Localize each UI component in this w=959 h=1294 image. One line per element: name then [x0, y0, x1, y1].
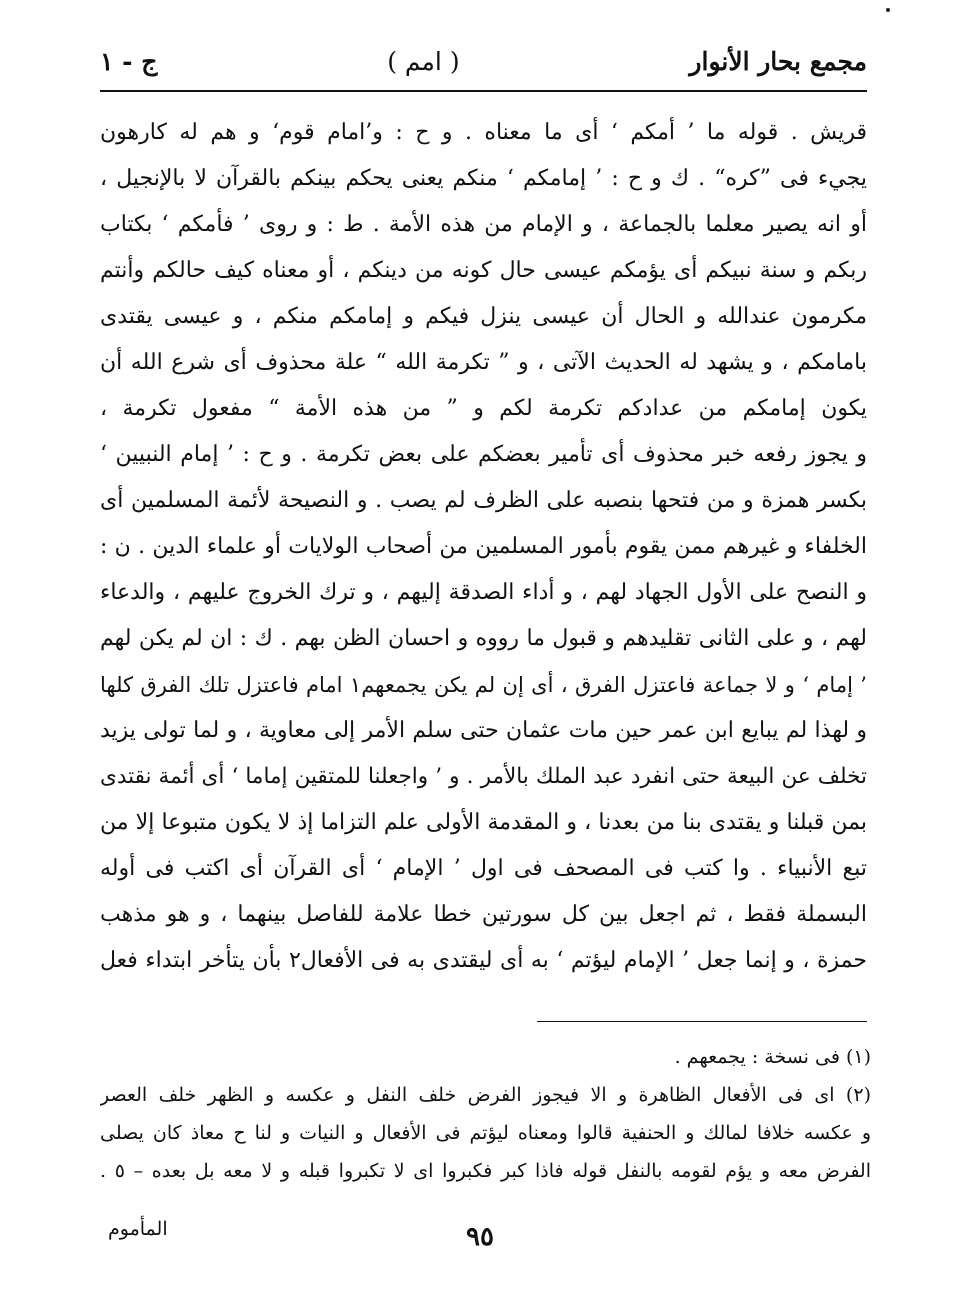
- main-text: [100, 110, 867, 984]
- page-number: ٩٥: [466, 1222, 494, 1252]
- text-line: حمزة ، و إنما جعل ’ الإمام ليؤتم ‘ به أى ليقتدى به فى الأفعال٢ بأن يتأخر ابتداء فعل: [100, 948, 867, 973]
- text-line: يكون إمامكم من عدادكم تكرمة لكم و ” من هذه الأمة “ مفعول تكرمة ،: [100, 396, 867, 421]
- text-line: ’ إمام ‘ و لا جماعة فاعتزل الفرق ، أى إن لم يكن يجمعهم١ امام فاعتزل تلك الفرق كلها: [100, 673, 867, 697]
- book-title: مجمع بحار الأنوار: [689, 46, 867, 76]
- header-rule: [100, 90, 867, 92]
- text-line: و النصح على الأول الجهاد لهم ، و أداء الصدقة إليهم ، و ترك الخروج عليهم ، والدعاء: [100, 580, 867, 605]
- footnote-rule: [537, 1021, 867, 1022]
- volume-label: ج - ١: [100, 46, 158, 76]
- text-line: تخلف عن البيعة حتى انفرد عبد الملك بالأمر . و ’ واجعلنا للمتقين إماما ‘ أى أئمة نقتدى: [100, 764, 867, 789]
- footnote-line: الفرض معه و يؤم لقومه بالنفل قوله فاذا كبر فكبروا اى لا تكبروا قبله و لا معه بل بعده – ٥ .: [100, 1160, 871, 1182]
- text-line: يجيء فى ”كره“ . ك و ح : ’ إمامكم ‘ منكم يعنى يحكم بينكم بالقرآن لا بالإنجيل ،: [100, 166, 867, 191]
- text-line: بكسر همزة و من فتحها بنصبه على الظرف لم يصب . و النصيحة لأئمة المسلمين أى: [100, 488, 867, 513]
- text-line: و يجوز رفعه خبر محذوف أى تأمير بعضكم على بعض تكرمة . و ح : ’ إمام النبيين ‘: [100, 442, 867, 467]
- footnote-line: و عكسه خلافا لمالك و الحنفية قالوا ومعناه ليؤتم فى الأفعال و النيات و لنا ح معاذ كان يصلى: [100, 1122, 871, 1144]
- footnote-line: (١) فى نسخة : يجمعهم .: [674, 1046, 871, 1068]
- text-line: تبع الأنبياء . وا كتب فى المصحف فى اول ’ الإمام ‘ أى القرآن أى اكتب فى أوله: [100, 856, 867, 881]
- text-line: البسملة فقط ، ثم اجعل بين كل سورتين خطا علامة للفاصل بينهما ، و هو مذهب: [100, 902, 867, 927]
- text-line: و لهذا لم يبايع ابن عمر حين مات عثمان حتى سلم الأمر إلى معاوية ، و لما تولى يزيد: [100, 718, 867, 743]
- footnotes: [100, 1038, 871, 1190]
- page-header: [100, 30, 867, 92]
- text-line: لهم ، و على الثانى تقليدهم و قبول ما رووه و احسان الظن بهم . ك : ان لم يكن لهم: [100, 626, 867, 651]
- catchword: المأموم: [108, 1218, 168, 1240]
- entry-heading: ( امم ): [387, 46, 460, 76]
- speck-mark: [886, 8, 890, 12]
- text-line: ربكم و سنة نبيكم أى يؤمكم عيسى حال كونه من دينكم ، أو معناه كيف حالكم وأنتم: [100, 258, 867, 283]
- text-line: بامامكم ، و يشهد له الحديث الآتى ، و ” تكرمة الله “ علة محذوف أى شرع الله أن: [100, 350, 867, 375]
- text-line: بمن قبلنا و يقتدى بنا من بعدنا ، و المقدمة الأولى علم التزاما إذ لا يكون متبوعا إلا من: [100, 810, 867, 835]
- text-line: أو انه يصير معلما بالجماعة ، و الإمام من هذه الأمة . ط : و روى ’ فأمكم ‘ بكتاب: [100, 212, 867, 237]
- text-line: الخلفاء و غيرهم ممن يقوم بأمور المسلمين من أصحاب الولايات أو علماء الدين . ن :: [100, 534, 867, 559]
- text-line: قريش . قوله ما ’ أمكم ‘ أى ما معناه . و ح : و’امام قوم‘ و هم له كارهون: [100, 120, 867, 145]
- text-line: مكرمون عندالله و الحال أن عيسى ينزل فيكم و إمامكم منكم ، و عيسى يقتدى: [100, 304, 867, 329]
- footnote-line: (٢) اى فى الأفعال الظاهرة و الا فيجوز الفرض خلف النفل و عكسه و الظهر خلف العصر: [100, 1084, 871, 1106]
